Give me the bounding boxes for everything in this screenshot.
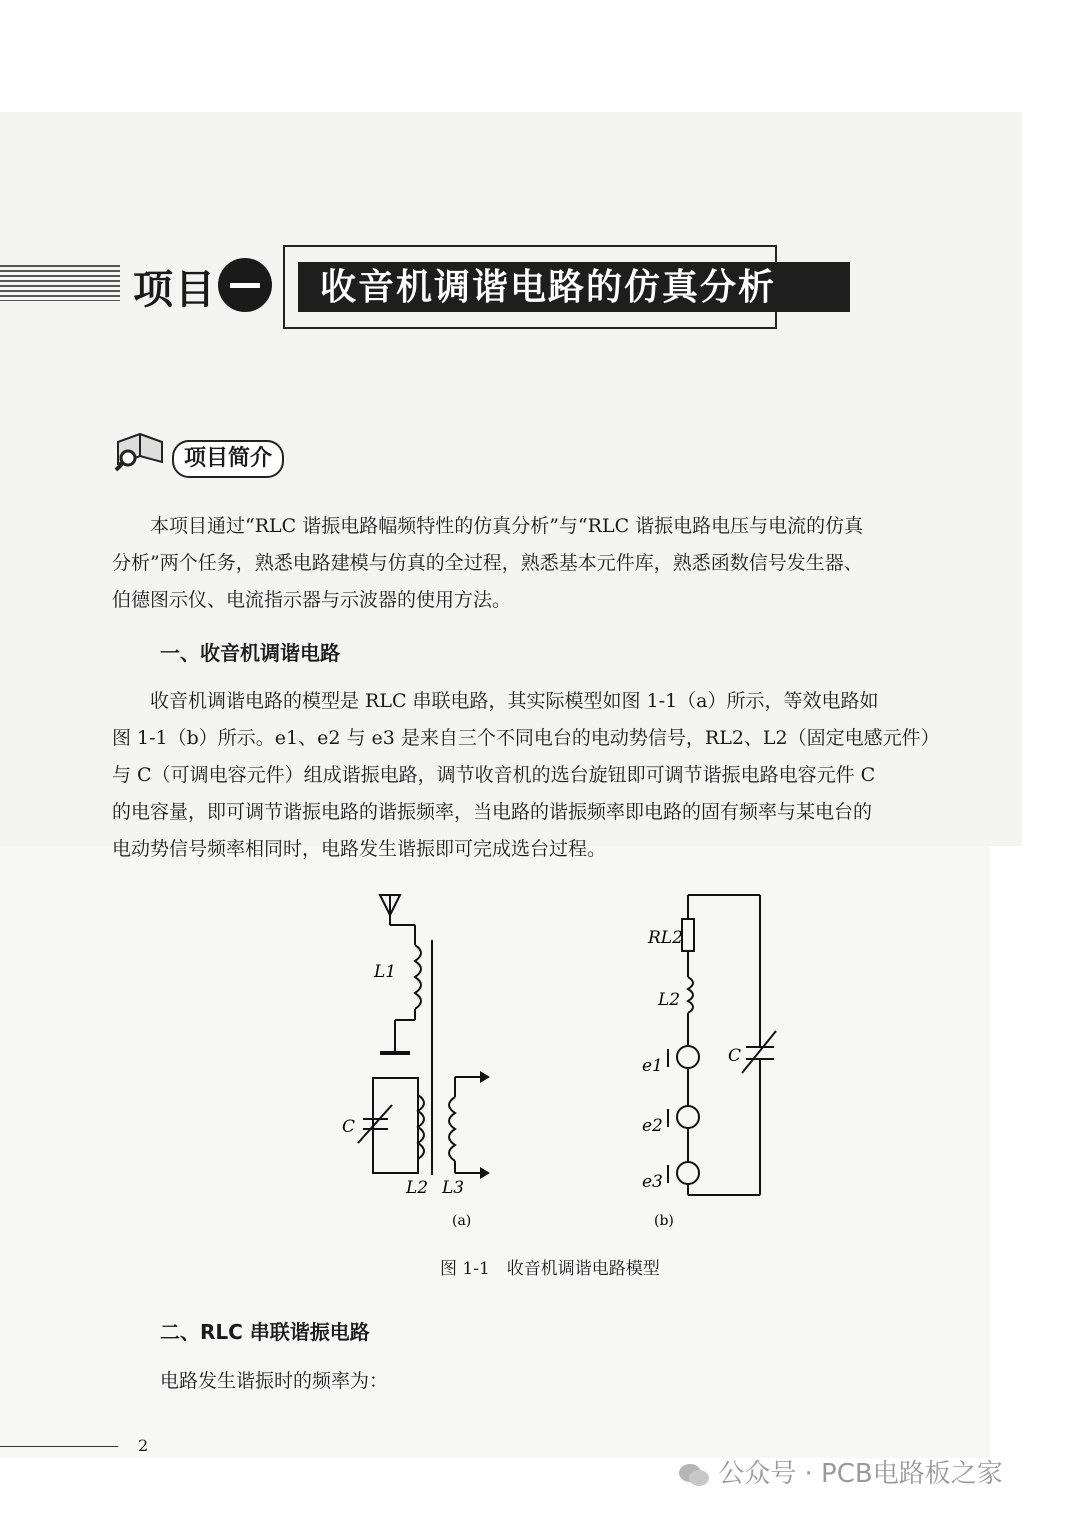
section1-heading: 一、收音机调谐电路 — [160, 641, 340, 665]
inductor-l3 — [449, 1097, 455, 1161]
label-rl2: RL2 — [648, 928, 683, 948]
section1-line: 收音机调谐电路的模型是 RLC 串联电路，其实际模型如图 1-1（a）所示，等效电路如 — [112, 690, 879, 712]
footer-rule — [0, 1446, 118, 1447]
source-e3 — [677, 1162, 699, 1184]
project-label: 项目 — [133, 266, 217, 313]
page-title: 收音机调谐电路的仿真分析 — [298, 262, 850, 312]
figure-tag-a: (a) — [452, 1213, 472, 1229]
section1-line: 图 1-1（b）所示。e1、e2 与 e3 是来自三个不同电台的电动势信号，RL2、L2（固定电感元件） — [112, 727, 940, 749]
circuit-figure — [330, 885, 790, 1235]
intro-line: 本项目通过“RLC 谐振电路幅频特性的仿真分析”与“RLC 谐振电路电压与电流的仿真 — [112, 515, 864, 537]
intro-line: 分析”两个任务，熟悉电路建模与仿真的全过程，熟悉基本元件库，熟悉函数信号发生器、 — [112, 552, 863, 574]
label-l3: L3 — [442, 1178, 465, 1198]
watermark-text: 公众号 · PCB电路板之家 — [718, 1459, 1003, 1489]
label-c-a: C — [342, 1117, 356, 1137]
figure-caption: 图 1-1 收音机调谐电路模型 — [440, 1259, 660, 1279]
source-e2 — [677, 1106, 699, 1128]
page-number: 2 — [138, 1436, 149, 1455]
label-l1: L1 — [374, 962, 397, 982]
output-arrow-icon — [480, 1167, 490, 1179]
label-e1: e1 — [642, 1056, 663, 1076]
watermark — [678, 1453, 1003, 1490]
inductor-l1 — [415, 945, 421, 1009]
inductor-l2-b — [688, 977, 693, 1013]
variable-arrow — [358, 1105, 392, 1143]
label-c-b: C — [728, 1046, 742, 1066]
section1-line: 电动势信号频率相同时，电路发生谐振即可完成选台过程。 — [112, 838, 607, 860]
resistor-rl2 — [682, 919, 694, 951]
section1-paragraph — [112, 683, 1002, 868]
book-magnifier-icon — [112, 428, 172, 472]
label-l2-b: L2 — [658, 990, 681, 1010]
project-number-one-icon — [218, 258, 272, 312]
output-arrow-icon — [480, 1071, 490, 1083]
antenna-icon — [380, 895, 400, 925]
tank-outline — [373, 1078, 418, 1173]
section1-line: 与 C（可调电容元件）组成谐振电路，调节收音机的选台旋钮即可调节谐振电路电容元件 C — [112, 764, 876, 786]
section2-heading: 二、RLC 串联谐振电路 — [160, 1320, 370, 1344]
label-e3: e3 — [642, 1172, 663, 1192]
resonance-frequency-text: 电路发生谐振时的频率为： — [160, 1370, 389, 1392]
wechat-icon — [678, 1462, 710, 1488]
label-l2-a: L2 — [406, 1178, 429, 1198]
intro-heading: 项目简介 — [172, 440, 284, 478]
section1-line: 的电容量，即可调节谐振电路的谐振频率，当电路的谐振频率即电路的固有频率与某电台的 — [112, 801, 873, 823]
figure-tag-b: (b) — [654, 1213, 674, 1229]
label-e2: e2 — [642, 1116, 663, 1136]
intro-paragraph — [112, 508, 1002, 619]
intro-line: 伯德图示仪、电流指示器与示波器的使用方法。 — [112, 589, 512, 611]
source-e1 — [677, 1046, 699, 1068]
decorative-stripes — [0, 265, 120, 301]
